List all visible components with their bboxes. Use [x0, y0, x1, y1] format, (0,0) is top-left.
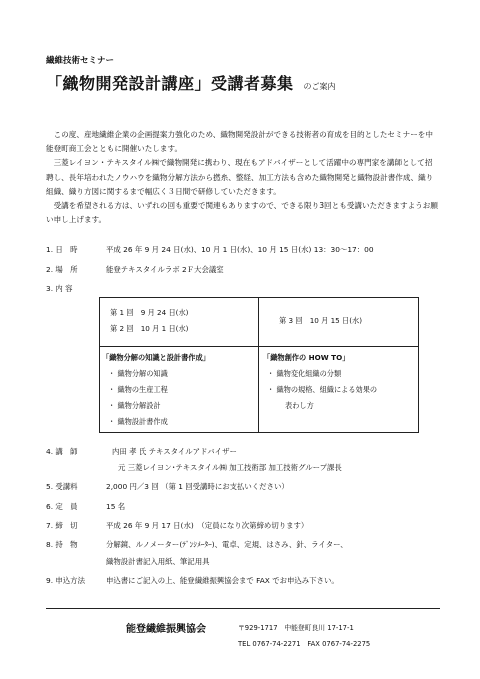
right-session-3: 第 3 回 10 月 15 日(水)	[279, 316, 363, 325]
date-value: 平成 26 年 9 月 24 日(水)、10 月 1 日(水)、10 月 15 日(水) 13：30～17：00	[106, 245, 374, 254]
lecturer-value: 内田 孝 氏 テキスタイルアドバイザー	[112, 447, 237, 456]
lecturer-affiliation: 元 三菱レイヨン･テキスタイル㈱ 加工技術部 加工技術グループ課長	[118, 463, 342, 472]
capacity-row	[46, 501, 125, 512]
seminar-subtitle: 繊維技術セミナー	[46, 56, 115, 66]
content-row	[46, 283, 106, 294]
right-item: 表わし方	[285, 401, 314, 410]
bring-value: 分解鏡、ルノメーター(ﾃﾞﾝｼﾒｰﾀｰ)、電卓、定規、はさみ、針、ライター、	[106, 540, 348, 549]
left-item: ・ 織物の生産工程	[108, 385, 168, 394]
place-row	[46, 264, 224, 275]
organization-address: 〒929-1717 中能登町良川 17-17-1	[238, 624, 354, 632]
intro-paragraph-3: 受講を希望される方は、いずれの回も重要で関連もありますので、できる限り3回とも受講いただきますようお願い申し上げます。	[46, 201, 438, 225]
apply-label: 9. 申込方法	[46, 576, 85, 585]
date-row	[46, 244, 374, 255]
lecturer-row	[46, 446, 237, 457]
right-item: ・ 織物の規格、組織による効果の	[267, 385, 378, 394]
left-session-1: 第 1 回 9 月 24 日(水)	[110, 308, 189, 317]
page-title: 「織物開発設計講座」受講者募集	[46, 74, 294, 93]
organization-contact: TEL 0767-74-2271 FAX 0767-74-2275	[238, 640, 371, 648]
left-session-2: 第 2 回 10 月 1 日(水)	[110, 324, 189, 333]
footer-divider	[46, 608, 440, 609]
bring-row	[46, 539, 348, 550]
deadline-row	[46, 520, 308, 531]
place-label: 2. 場 所	[46, 265, 78, 274]
content-table-right-body	[258, 345, 419, 433]
apply-row	[46, 575, 339, 586]
intro-paragraph-1: この度、産地繊維企業の企画提案力強化のため、織物開発設計ができる技術者の育成を目的としたセミナーを中能登町商工会とともに開催いたします。	[46, 130, 433, 154]
capacity-label: 6. 定 員	[46, 502, 78, 511]
left-heading: 「織物分解の知識と設計書作成」	[102, 353, 210, 362]
intro-text	[46, 128, 440, 227]
content-table-left-body	[99, 345, 259, 433]
content-table-left-header	[99, 297, 259, 347]
fee-row	[46, 481, 289, 492]
capacity-value: 15 名	[106, 502, 126, 511]
content-table-right-header	[258, 297, 419, 347]
content-label: 3. 内 容	[46, 284, 73, 293]
title-suffix: のご案内	[303, 82, 336, 91]
left-item: ・ 織物分解設計	[108, 401, 161, 410]
bring-value-2: 織物設計書記入用紙、筆記用具	[106, 557, 210, 566]
left-item: ・ 織物設計書作成	[108, 417, 168, 426]
apply-value: 申込書にご記入の上、能登繊維振興協会まで FAX でお申込み下さい。	[106, 576, 339, 585]
intro-paragraph-2: 三菱レイヨン・テキスタイル㈱で織物開発に携わり、現在もアドバイザーとして活躍中の専門家を講師として招聘し、長年培われたノウハウを織物分解方法から撚糸、整経、加工方法も含めた織物開発と織物設計書作成、織り組織、織り方図に関するまで幅広く３日間で研修していただきます。	[46, 158, 434, 196]
left-item: ・ 織物分解の知識	[108, 369, 168, 378]
place-value: 能登テキスタイルラボ 2Ｆ大会議室	[106, 265, 224, 274]
right-item: ・ 織物変化組織の分類	[267, 369, 342, 378]
deadline-label: 7. 締 切	[46, 521, 78, 530]
date-label: 1. 日 時	[46, 245, 78, 254]
fee-label: 5. 受講料	[46, 482, 78, 491]
bring-label: 8. 持 物	[46, 540, 78, 549]
right-heading: 「織物創作の HOW TO」	[263, 353, 350, 362]
organization-name: 能登繊維振興協会	[126, 624, 206, 635]
lecturer-label: 4. 講 師	[46, 447, 78, 456]
fee-value: 2,000 円／3 回 （第 1 回受講時にお支払いください）	[106, 482, 289, 491]
bring-row-2	[106, 556, 209, 567]
title-row	[46, 71, 336, 94]
lecturer-row-2	[118, 462, 342, 473]
deadline-value: 平成 26 年 9 月 17 日(水) （定員になり次第締め切ります）	[106, 521, 309, 530]
